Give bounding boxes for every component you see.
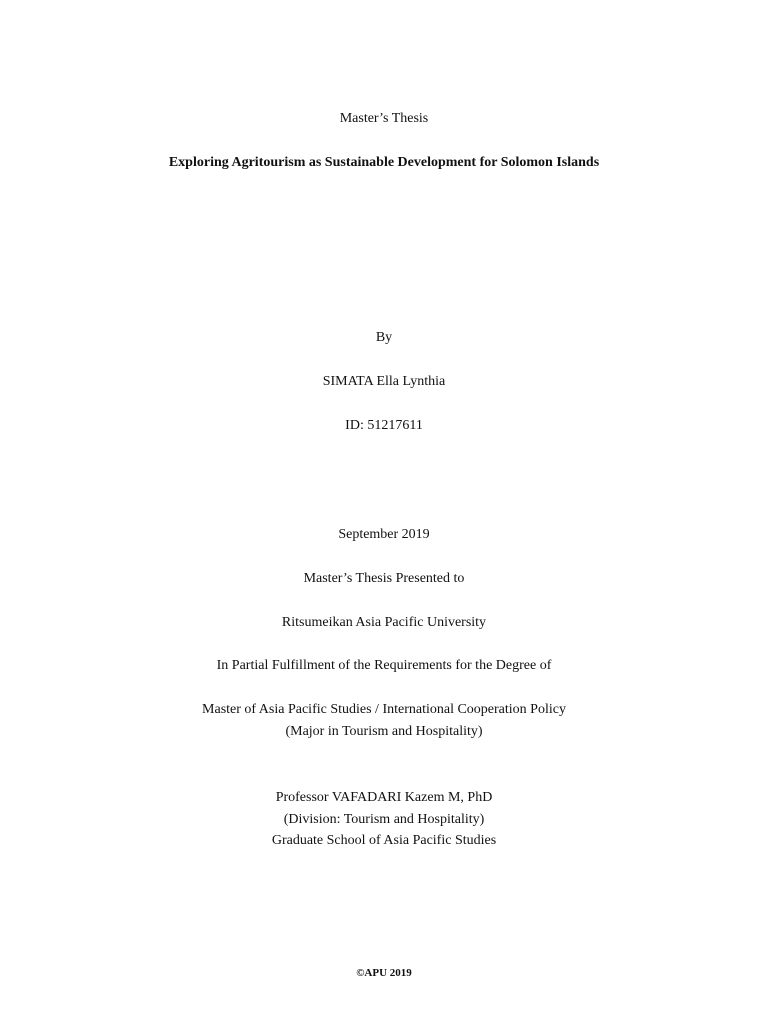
by-label: By bbox=[375, 330, 393, 345]
submission-date: September 2019 bbox=[338, 527, 430, 542]
supervisor-division: (Division: Tourism and Hospitality) bbox=[283, 812, 485, 827]
author-name: SIMATA Ella Lynthia bbox=[322, 374, 446, 389]
thesis-title: Exploring Agritourism as Sustainable Development for Solomon Islands bbox=[168, 155, 600, 170]
document-type: Master’s Thesis bbox=[339, 111, 429, 126]
degree-name: Master of Asia Pacific Studies / International Cooperation Policy bbox=[202, 702, 566, 717]
major-name: (Major in Tourism and Hospitality) bbox=[285, 724, 483, 739]
graduate-school: Graduate School of Asia Pacific Studies bbox=[271, 833, 497, 848]
supervisor-name: Professor VAFADARI Kazem M, PhD bbox=[275, 790, 493, 805]
presented-to: Master’s Thesis Presented to bbox=[303, 571, 465, 586]
copyright-notice: ©APU 2019 bbox=[356, 967, 412, 979]
fulfillment-statement: In Partial Fulfillment of the Requirements for the Degree of bbox=[216, 658, 552, 673]
student-id: ID: 51217611 bbox=[345, 418, 423, 433]
university-name: Ritsumeikan Asia Pacific University bbox=[281, 615, 487, 630]
